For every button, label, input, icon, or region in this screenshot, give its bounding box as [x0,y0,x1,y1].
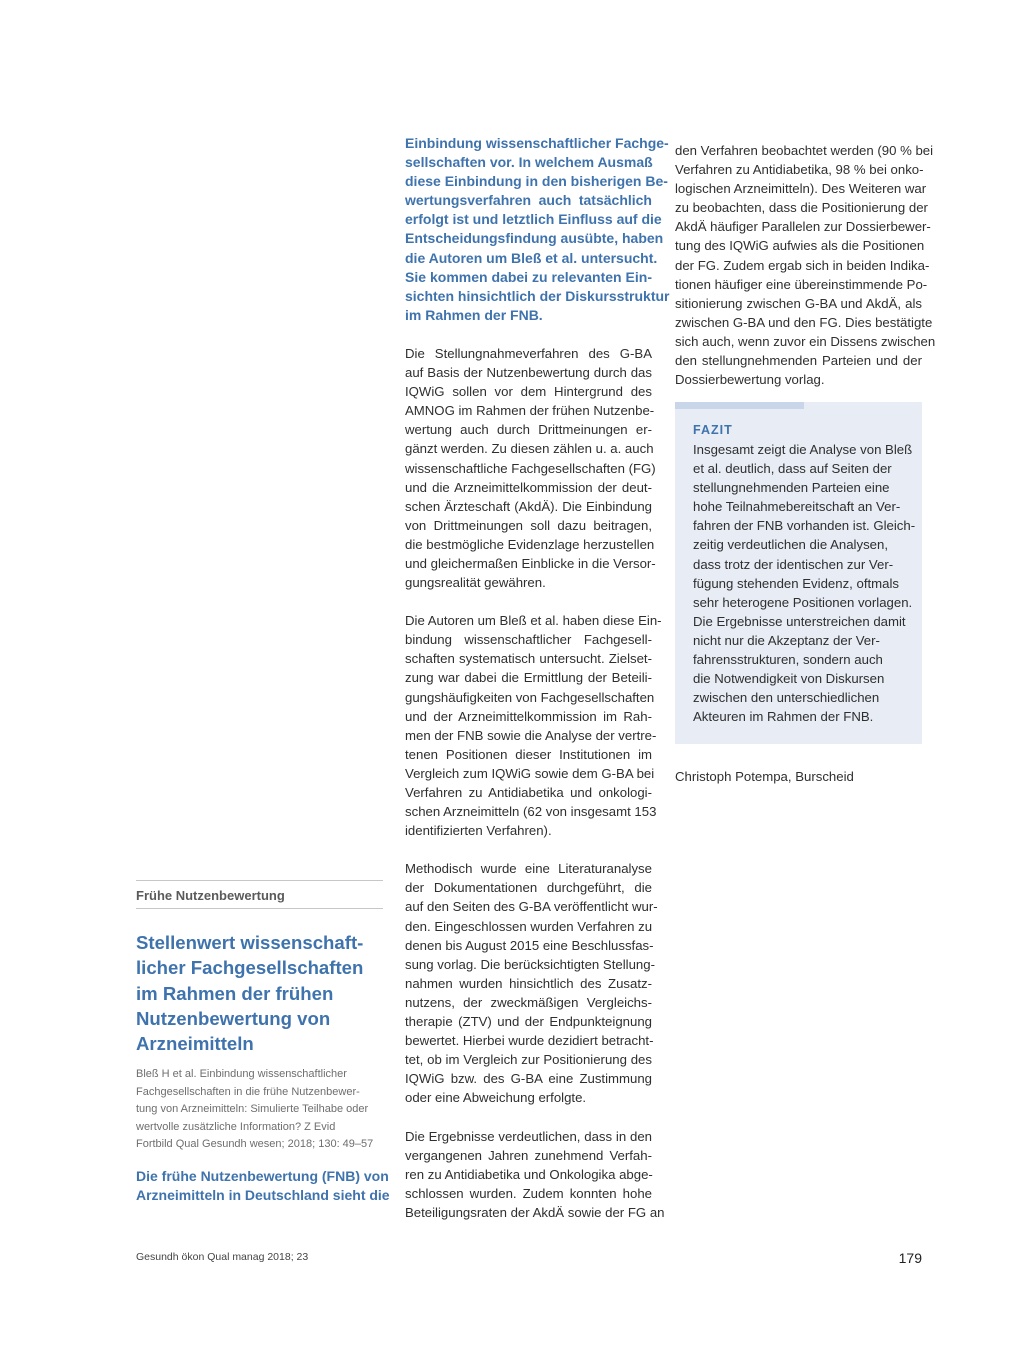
text-line: sung vorlag. Die berücksichtigten Stellung- [405,956,655,972]
text-line: fahren der FNB vorhanden ist. Gleich- [693,518,916,534]
text-line: wertungsverfahren auch tatsächlich [405,192,652,209]
text-line: sehr heterogene Positionen vorlagen. [693,594,913,610]
text-line: tet, ob im Vergleich zur Positionierung des [405,1052,652,1068]
body-paragraph [405,611,662,840]
left-column [136,880,390,1205]
text-line: stellungnehmenden Parteien eine [693,480,890,496]
text-line: logischen Arzneimitteln). Des Weiteren war [675,181,927,197]
text-line: gänzt werden. Zu diesen zählen u. a. auch [405,441,654,457]
text-line: zeitig verdeutlichen die Analysen, [693,537,889,553]
text-line: erfolgt ist und letztlich Einfluss auf die [405,211,662,228]
text-line: auf Basis der Nutzenbewertung durch das [405,365,652,381]
text-line: denen bis August 2015 eine Beschlussfas- [405,937,654,953]
body-paragraph [675,141,936,389]
title-line: licher Fachgesellschaften [136,957,364,979]
text-line: auf den Seiten des G-BA veröffentlicht wur- [405,899,658,915]
text-line: Die Autoren um Bleß et al. haben diese Ein- [405,613,662,629]
text-line: und die Arzneimittelkommission der deut- [405,479,652,495]
text-line: dass trotz der identischen zur Ver- [693,556,894,572]
lead-line: Arzneimitteln in Deutschland sieht die [136,1186,390,1203]
text-line: AkdÄ häufiger Parallelen zur Dossierbewer- [675,219,931,235]
text-line: sichten hinsichtlich der Diskursstruktur [405,287,670,304]
text-line: die Notwendigkeit von Diskursen [693,671,885,687]
text-line: Verfahren zu Antidiabetika, 98 % bei onko- [675,162,924,178]
title-line: Stellenwert wissenschaft- [136,932,364,953]
author-credit: Christoph Potempa, Burscheid [675,769,854,784]
text-line: sitionierung zwischen G-BA und AkdÄ, als [675,295,922,311]
text-line: gungsrealität gewähren. [405,575,546,591]
text-line: wissenschaftliche Fachgesellschaften (FG) [405,460,656,476]
text-line: den stellungnehmenden Parteien und der [675,353,922,369]
body-paragraph [405,344,656,592]
text-line: diese Einbindung in den bisherigen Be- [405,173,668,190]
section-bottom-rule [136,908,383,909]
text-line: zwischen G-BA und den FG. Dies bestätigte [675,314,933,330]
text-line: Verfahren zu Antidiabetika und onkologi- [405,785,652,800]
text-line: et al. deutlich, dass auf Seiten der [693,461,892,477]
citation [136,1066,383,1153]
citation-line: wertvolle zusätzliche Information? Z Evid [136,1120,336,1133]
text-line: Vergleich zum IQWiG sowie dem G-BA bei [405,765,655,781]
text-line: Die Ergebnisse unterstreichen damit [693,613,906,629]
fazit-accent-bar [675,402,804,409]
text-line: AMNOG im Rahmen der frühen Nutzenbe- [405,403,655,419]
text-line: der FG. Zudem ergab sich in beiden Indika- [675,257,930,273]
text-line: schaften systematisch untersucht. Zielset- [405,651,652,667]
text-line: tung des IQWiG aufwies als die Positionen [675,238,925,254]
text-line: nutzens, der zweckmäßigen Vergleichs- [405,994,652,1010]
text-line: Die Ergebnisse verdeutlichen, dass in den [405,1128,652,1144]
text-line: wertung auch durch Drittmeinungen er- [405,422,652,438]
text-line: vergangenen Jahren zunehmend Verfah- [405,1147,652,1163]
text-line: zung war dabei die Ermittlung der Beteili- [405,670,652,686]
text-line: schen Ärzteschaft (AkdÄ). Die Einbindung [405,498,652,514]
title-line: im Rahmen der frühen [136,982,334,1004]
journal-footer: Gesundh ökon Qual manag 2018; 23 [136,1251,309,1263]
text-line: hohe Teilnahmebereitschaft an Ver- [693,499,901,515]
citation-line: Bleß H et al. Einbindung wissenschaftlicher [136,1068,347,1081]
text-line: gungshäufigkeiten von Fachgesellschaften [405,689,655,705]
text-line: die Autoren um Bleß et al. untersucht. [405,249,658,266]
text-line: der Dokumentationen durchgeführt, die [405,880,652,896]
text-line: von Drittmeinungen soll dazu beitragen, [405,517,652,533]
text-line: und der Arzneimittelkommission im Rah- [405,708,652,724]
text-line: den. Eingeschlossen wurden Verfahren zu [405,918,653,934]
article-title [136,930,383,1056]
text-line: Methodisch wurde eine Literaturanalyse [405,861,652,877]
text-line: den Verfahren beobachtet werden (90 % bei [675,143,934,158]
text-line: schen Arzneimitteln (62 von insgesamt 153 [405,804,657,820]
text-line: bindung wissenschaftlicher Fachgesell- [405,632,652,648]
lead-line: Die frühe Nutzenbewertung (FNB) von [136,1167,389,1184]
citation-line: Fortbild Qual Gesundh wesen; 2018; 130: 49–57 [136,1138,374,1151]
text-line: nahmen wurden hinsichtlich des Zusatz- [405,975,652,991]
fazit-box [675,402,922,744]
text-line: Dossierbewertung vorlag. [675,372,825,388]
page-number: 179 [898,1250,922,1266]
text-line: fügung stehenden Evidenz, oftmals [693,575,900,591]
text-line: die bestmögliche Evidenzlage herzustellen [405,536,655,552]
text-line: Entscheidungsfindung ausübte, haben [405,230,664,247]
text-line: therapie (ZTV) und der Endpunkteignung [405,1014,652,1030]
text-line: tenen Positionen dieser Institutionen im [405,746,652,762]
text-line: Beteiligungsraten der AkdÄ sowie der FG an [405,1204,665,1220]
right-column [675,141,936,389]
fazit-text [693,440,916,726]
lead-paragraph-continued [405,134,670,325]
text-line: IQWiG sollen vor dem Hintergrund des [405,384,652,400]
lead-paragraph-start [136,1167,390,1205]
text-line: sich auch, wenn zuvor ein Dissens zwischen [675,333,936,349]
text-line: oder eine Abweichung erfolgte. [405,1090,587,1106]
section-label: Frühe Nutzenbewertung [136,888,285,903]
text-line: tionen häufiger eine übereinstimmende Po- [675,276,928,292]
fazit-heading: FAZIT [693,423,733,437]
text-line: Die Stellungnahmeverfahren des G-BA [405,345,652,361]
text-line: Akteuren im Rahmen der FNB. [693,709,874,725]
text-line: zwischen den unterschiedlichen [693,690,880,706]
text-line: im Rahmen der FNB. [405,306,543,323]
citation-line: tung von Arzneimitteln: Simulierte Teilhabe oder [136,1103,369,1116]
text-line: IQWiG bzw. des G-BA eine Zustimmung [405,1071,652,1087]
title-line: Arzneimitteln [136,1033,254,1055]
text-line: zu beobachten, dass die Positionierung der [675,200,928,216]
text-line: identifizierten Verfahren). [405,823,552,839]
text-line: bewertet. Hierbei wurde dezidiert betracht- [405,1033,654,1049]
title-line: Nutzenbewertung von [136,1007,331,1029]
text-line: ren zu Antidiabetika und Onkologika abge- [405,1166,653,1182]
text-line: fahrensstrukturen, sondern auch [693,652,883,668]
body-paragraph [405,1127,665,1222]
text-line: Einbindung wissenschaftlicher Fachge- [405,135,669,151]
citation-line: Fachgesellschaften in die frühe Nutzenbewer- [136,1085,360,1098]
middle-column [405,134,670,1222]
text-line: Sie kommen dabei zu relevanten Ein- [405,268,652,285]
text-line: nicht nur die Akzeptanz der Ver- [693,632,880,648]
text-line: und gleichermaßen Einblicke in die Versor- [405,555,656,571]
body-paragraph [405,859,658,1107]
text-line: sellschaften vor. In welchem Ausmaß [405,154,653,171]
text-line: men der FNB sowie die Analyse der vertre- [405,727,657,743]
text-line: Insgesamt zeigt die Analyse von Bleß [693,442,913,457]
text-line: schlossen wurden. Zudem konnten hohe [405,1185,652,1201]
